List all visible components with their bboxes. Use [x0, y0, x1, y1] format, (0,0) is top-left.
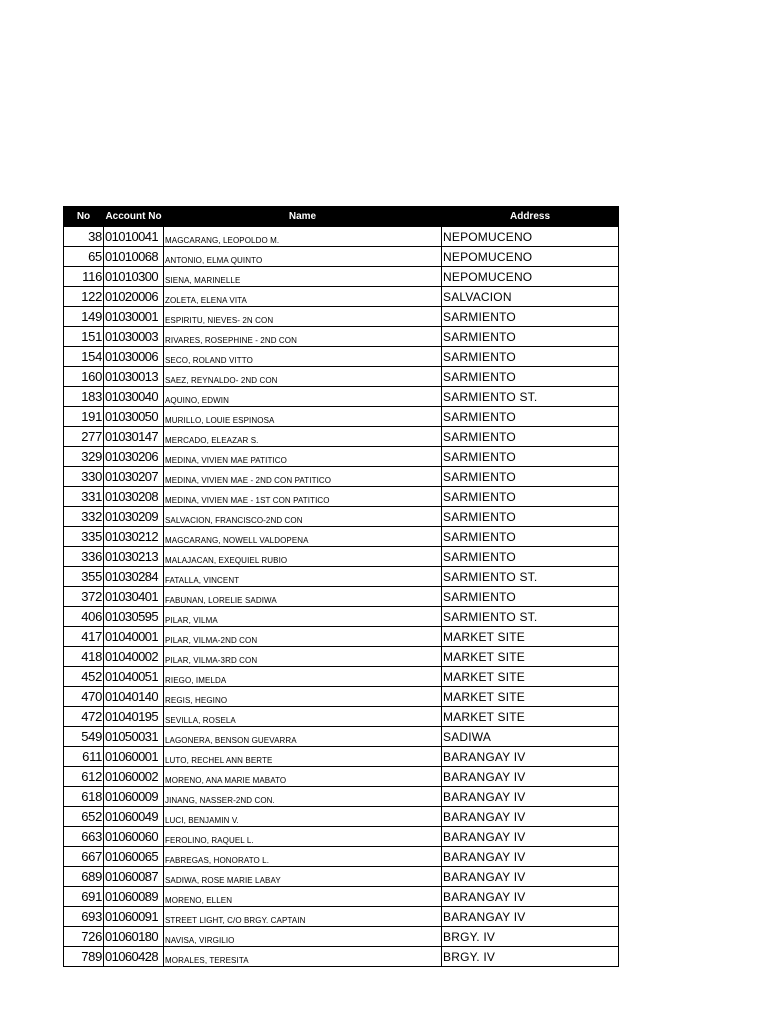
cell-account-no: 01060089: [104, 887, 164, 907]
cell-address: SADIWA: [442, 727, 619, 747]
cell-name: JINANG, NASSER-2ND CON.: [164, 787, 442, 807]
cell-address: MARKET SITE: [442, 627, 619, 647]
cell-account-no: 01010300: [104, 267, 164, 287]
cell-name: SAEZ, REYNALDO- 2ND CON: [164, 367, 442, 387]
table-row: [64, 787, 619, 807]
table-row: [64, 507, 619, 527]
cell-account-no: 01060428: [104, 947, 164, 967]
cell-account-no: 01030213: [104, 547, 164, 567]
cell-no: 330: [64, 467, 104, 487]
cell-no: 116: [64, 267, 104, 287]
cell-account-no: 01060049: [104, 807, 164, 827]
cell-account-no: 01030050: [104, 407, 164, 427]
cell-name: RIEGO, IMELDA: [164, 667, 442, 687]
table-row: [64, 647, 619, 667]
cell-name: MERCADO, ELEAZAR S.: [164, 427, 442, 447]
cell-account-no: 01030147: [104, 427, 164, 447]
cell-no: 618: [64, 787, 104, 807]
cell-name: FATALLA, VINCENT: [164, 567, 442, 587]
cell-no: 452: [64, 667, 104, 687]
cell-address: SARMIENTO: [442, 507, 619, 527]
cell-address: BARANGAY IV: [442, 747, 619, 767]
table-row: [64, 527, 619, 547]
cell-address: SARMIENTO: [442, 447, 619, 467]
cell-address: SARMIENTO: [442, 487, 619, 507]
cell-name: NAVISA, VIRGILIO: [164, 927, 442, 947]
cell-address: BARANGAY IV: [442, 907, 619, 927]
table-row: [64, 247, 619, 267]
cell-name: MALAJACAN, EXEQUIEL RUBIO: [164, 547, 442, 567]
cell-name: LUTO, RECHEL ANN BERTE: [164, 747, 442, 767]
cell-account-no: 01030284: [104, 567, 164, 587]
cell-no: 149: [64, 307, 104, 327]
cell-address: BARANGAY IV: [442, 767, 619, 787]
cell-address: SARMIENTO: [442, 407, 619, 427]
cell-address: BARANGAY IV: [442, 827, 619, 847]
cell-account-no: 01040195: [104, 707, 164, 727]
cell-no: 355: [64, 567, 104, 587]
cell-address: SARMIENTO: [442, 347, 619, 367]
cell-address: SARMIENTO: [442, 587, 619, 607]
cell-no: 691: [64, 887, 104, 907]
table-row: [64, 367, 619, 387]
cell-no: 689: [64, 867, 104, 887]
cell-name: MORALES, TERESITA: [164, 947, 442, 967]
cell-name: MURILLO, LOUIE ESPINOSA: [164, 407, 442, 427]
cell-no: 38: [64, 227, 104, 247]
table-row: [64, 947, 619, 967]
cell-no: 418: [64, 647, 104, 667]
cell-name: ZOLETA, ELENA VITA: [164, 287, 442, 307]
cell-account-no: 01020006: [104, 287, 164, 307]
cell-name: FABREGAS, HONORATO L.: [164, 847, 442, 867]
cell-name: LUCI, BENJAMIN V.: [164, 807, 442, 827]
cell-name: MEDINA, VIVIEN MAE - 1ST CON PATITICO: [164, 487, 442, 507]
cell-account-no: 01030207: [104, 467, 164, 487]
cell-name: PILAR, VILMA-3RD CON: [164, 647, 442, 667]
cell-name: SADIWA, ROSE MARIE LABAY: [164, 867, 442, 887]
cell-address: BARANGAY IV: [442, 847, 619, 867]
cell-account-no: 01030001: [104, 307, 164, 327]
cell-no: 611: [64, 747, 104, 767]
cell-no: 336: [64, 547, 104, 567]
table-row: [64, 827, 619, 847]
cell-account-no: 01030212: [104, 527, 164, 547]
table-row: [64, 547, 619, 567]
cell-no: 154: [64, 347, 104, 367]
cell-name: MEDINA, VIVIEN MAE PATITICO: [164, 447, 442, 467]
cell-address: NEPOMUCENO: [442, 247, 619, 267]
cell-name: REGIS, HEGINO: [164, 687, 442, 707]
cell-address: MARKET SITE: [442, 687, 619, 707]
cell-name: MEDINA, VIVIEN MAE - 2ND CON PATITICO: [164, 467, 442, 487]
cell-address: SARMIENTO: [442, 367, 619, 387]
cell-account-no: 01030595: [104, 607, 164, 627]
cell-address: SARMIENTO: [442, 307, 619, 327]
table-row: [64, 467, 619, 487]
cell-name: MORENO, ANA MARIE MABATO: [164, 767, 442, 787]
table-header: [64, 207, 619, 227]
cell-address: SALVACION: [442, 287, 619, 307]
cell-address: BARANGAY IV: [442, 887, 619, 907]
table-body: [64, 227, 619, 967]
cell-no: 332: [64, 507, 104, 527]
table-row: [64, 287, 619, 307]
account-list-sheet: [63, 206, 618, 967]
cell-name: SIENA, MARINELLE: [164, 267, 442, 287]
cell-name: PILAR, VILMA-2ND CON: [164, 627, 442, 647]
table-row: [64, 427, 619, 447]
table-row: [64, 867, 619, 887]
cell-address: SARMIENTO: [442, 327, 619, 347]
cell-address: SARMIENTO: [442, 527, 619, 547]
cell-no: 65: [64, 247, 104, 267]
table-row: [64, 227, 619, 247]
cell-account-no: 01060180: [104, 927, 164, 947]
table-row: [64, 807, 619, 827]
cell-address: MARKET SITE: [442, 707, 619, 727]
table-row: [64, 267, 619, 287]
cell-no: 652: [64, 807, 104, 827]
cell-name: MORENO, ELLEN: [164, 887, 442, 907]
cell-address: BRGY. IV: [442, 927, 619, 947]
cell-name: PILAR, VILMA: [164, 607, 442, 627]
cell-account-no: 01040002: [104, 647, 164, 667]
cell-name: ESPIRITU, NIEVES- 2N CON: [164, 307, 442, 327]
account-table: [63, 206, 619, 967]
table-row: [64, 707, 619, 727]
table-row: [64, 307, 619, 327]
table-row: [64, 927, 619, 947]
cell-name: AQUINO, EDWIN: [164, 387, 442, 407]
cell-no: 472: [64, 707, 104, 727]
column-header-account-no: Account No: [104, 207, 164, 227]
cell-account-no: 01060001: [104, 747, 164, 767]
cell-name: SECO, ROLAND VITTO: [164, 347, 442, 367]
cell-address: SARMIENTO: [442, 547, 619, 567]
cell-address: SARMIENTO: [442, 427, 619, 447]
table-row: [64, 347, 619, 367]
cell-no: 372: [64, 587, 104, 607]
cell-account-no: 01010068: [104, 247, 164, 267]
cell-account-no: 01060087: [104, 867, 164, 887]
cell-address: SARMIENTO ST.: [442, 567, 619, 587]
table-row: [64, 667, 619, 687]
cell-no: 417: [64, 627, 104, 647]
cell-no: 726: [64, 927, 104, 947]
cell-name: FEROLINO, RAQUEL L.: [164, 827, 442, 847]
cell-address: BRGY. IV: [442, 947, 619, 967]
cell-account-no: 01030040: [104, 387, 164, 407]
table-row: [64, 447, 619, 467]
cell-address: NEPOMUCENO: [442, 267, 619, 287]
cell-name: STREET LIGHT, C/O BRGY. CAPTAIN: [164, 907, 442, 927]
cell-name: RIVARES, ROSEPHINE - 2ND CON: [164, 327, 442, 347]
cell-no: 693: [64, 907, 104, 927]
cell-name: MAGCARANG, NOWELL VALDOPENA: [164, 527, 442, 547]
table-row: [64, 847, 619, 867]
cell-no: 406: [64, 607, 104, 627]
table-row: [64, 747, 619, 767]
column-header-no: No: [64, 207, 104, 227]
table-row: [64, 567, 619, 587]
cell-account-no: 01010041: [104, 227, 164, 247]
cell-address: SARMIENTO ST.: [442, 607, 619, 627]
table-row: [64, 387, 619, 407]
table-row: [64, 587, 619, 607]
cell-account-no: 01030206: [104, 447, 164, 467]
cell-name: FABUNAN, LORELIE SADIWA: [164, 587, 442, 607]
cell-no: 331: [64, 487, 104, 507]
cell-account-no: 01030003: [104, 327, 164, 347]
cell-no: 335: [64, 527, 104, 547]
cell-account-no: 01030208: [104, 487, 164, 507]
cell-address: MARKET SITE: [442, 647, 619, 667]
cell-address: BARANGAY IV: [442, 807, 619, 827]
cell-no: 151: [64, 327, 104, 347]
cell-account-no: 01040051: [104, 667, 164, 687]
cell-name: MAGCARANG, LEOPOLDO M.: [164, 227, 442, 247]
cell-address: BARANGAY IV: [442, 787, 619, 807]
cell-name: SALVACION, FRANCISCO-2ND CON: [164, 507, 442, 527]
column-header-name: Name: [164, 207, 442, 227]
cell-account-no: 01040140: [104, 687, 164, 707]
cell-account-no: 01030401: [104, 587, 164, 607]
header-row: [64, 207, 619, 227]
cell-account-no: 01040001: [104, 627, 164, 647]
cell-account-no: 01030006: [104, 347, 164, 367]
cell-address: SARMIENTO: [442, 467, 619, 487]
table-row: [64, 487, 619, 507]
cell-account-no: 01050031: [104, 727, 164, 747]
cell-no: 329: [64, 447, 104, 467]
table-row: [64, 327, 619, 347]
cell-no: 549: [64, 727, 104, 747]
cell-no: 183: [64, 387, 104, 407]
cell-no: 191: [64, 407, 104, 427]
cell-no: 470: [64, 687, 104, 707]
cell-account-no: 01060065: [104, 847, 164, 867]
cell-no: 789: [64, 947, 104, 967]
cell-address: NEPOMUCENO: [442, 227, 619, 247]
table-row: [64, 767, 619, 787]
table-row: [64, 887, 619, 907]
table-row: [64, 687, 619, 707]
table-row: [64, 627, 619, 647]
cell-no: 122: [64, 287, 104, 307]
cell-no: 667: [64, 847, 104, 867]
cell-name: LAGONERA, BENSON GUEVARRA: [164, 727, 442, 747]
table-row: [64, 907, 619, 927]
table-row: [64, 727, 619, 747]
cell-no: 277: [64, 427, 104, 447]
cell-address: SARMIENTO ST.: [442, 387, 619, 407]
cell-no: 663: [64, 827, 104, 847]
cell-name: SEVILLA, ROSELA: [164, 707, 442, 727]
cell-address: BARANGAY IV: [442, 867, 619, 887]
table-row: [64, 407, 619, 427]
cell-address: MARKET SITE: [442, 667, 619, 687]
cell-account-no: 01060091: [104, 907, 164, 927]
cell-account-no: 01030209: [104, 507, 164, 527]
table-row: [64, 607, 619, 627]
cell-account-no: 01060009: [104, 787, 164, 807]
cell-account-no: 01030013: [104, 367, 164, 387]
cell-account-no: 01060060: [104, 827, 164, 847]
cell-no: 160: [64, 367, 104, 387]
cell-name: ANTONIO, ELMA QUINTO: [164, 247, 442, 267]
column-header-address: Address: [442, 207, 619, 227]
cell-account-no: 01060002: [104, 767, 164, 787]
cell-no: 612: [64, 767, 104, 787]
